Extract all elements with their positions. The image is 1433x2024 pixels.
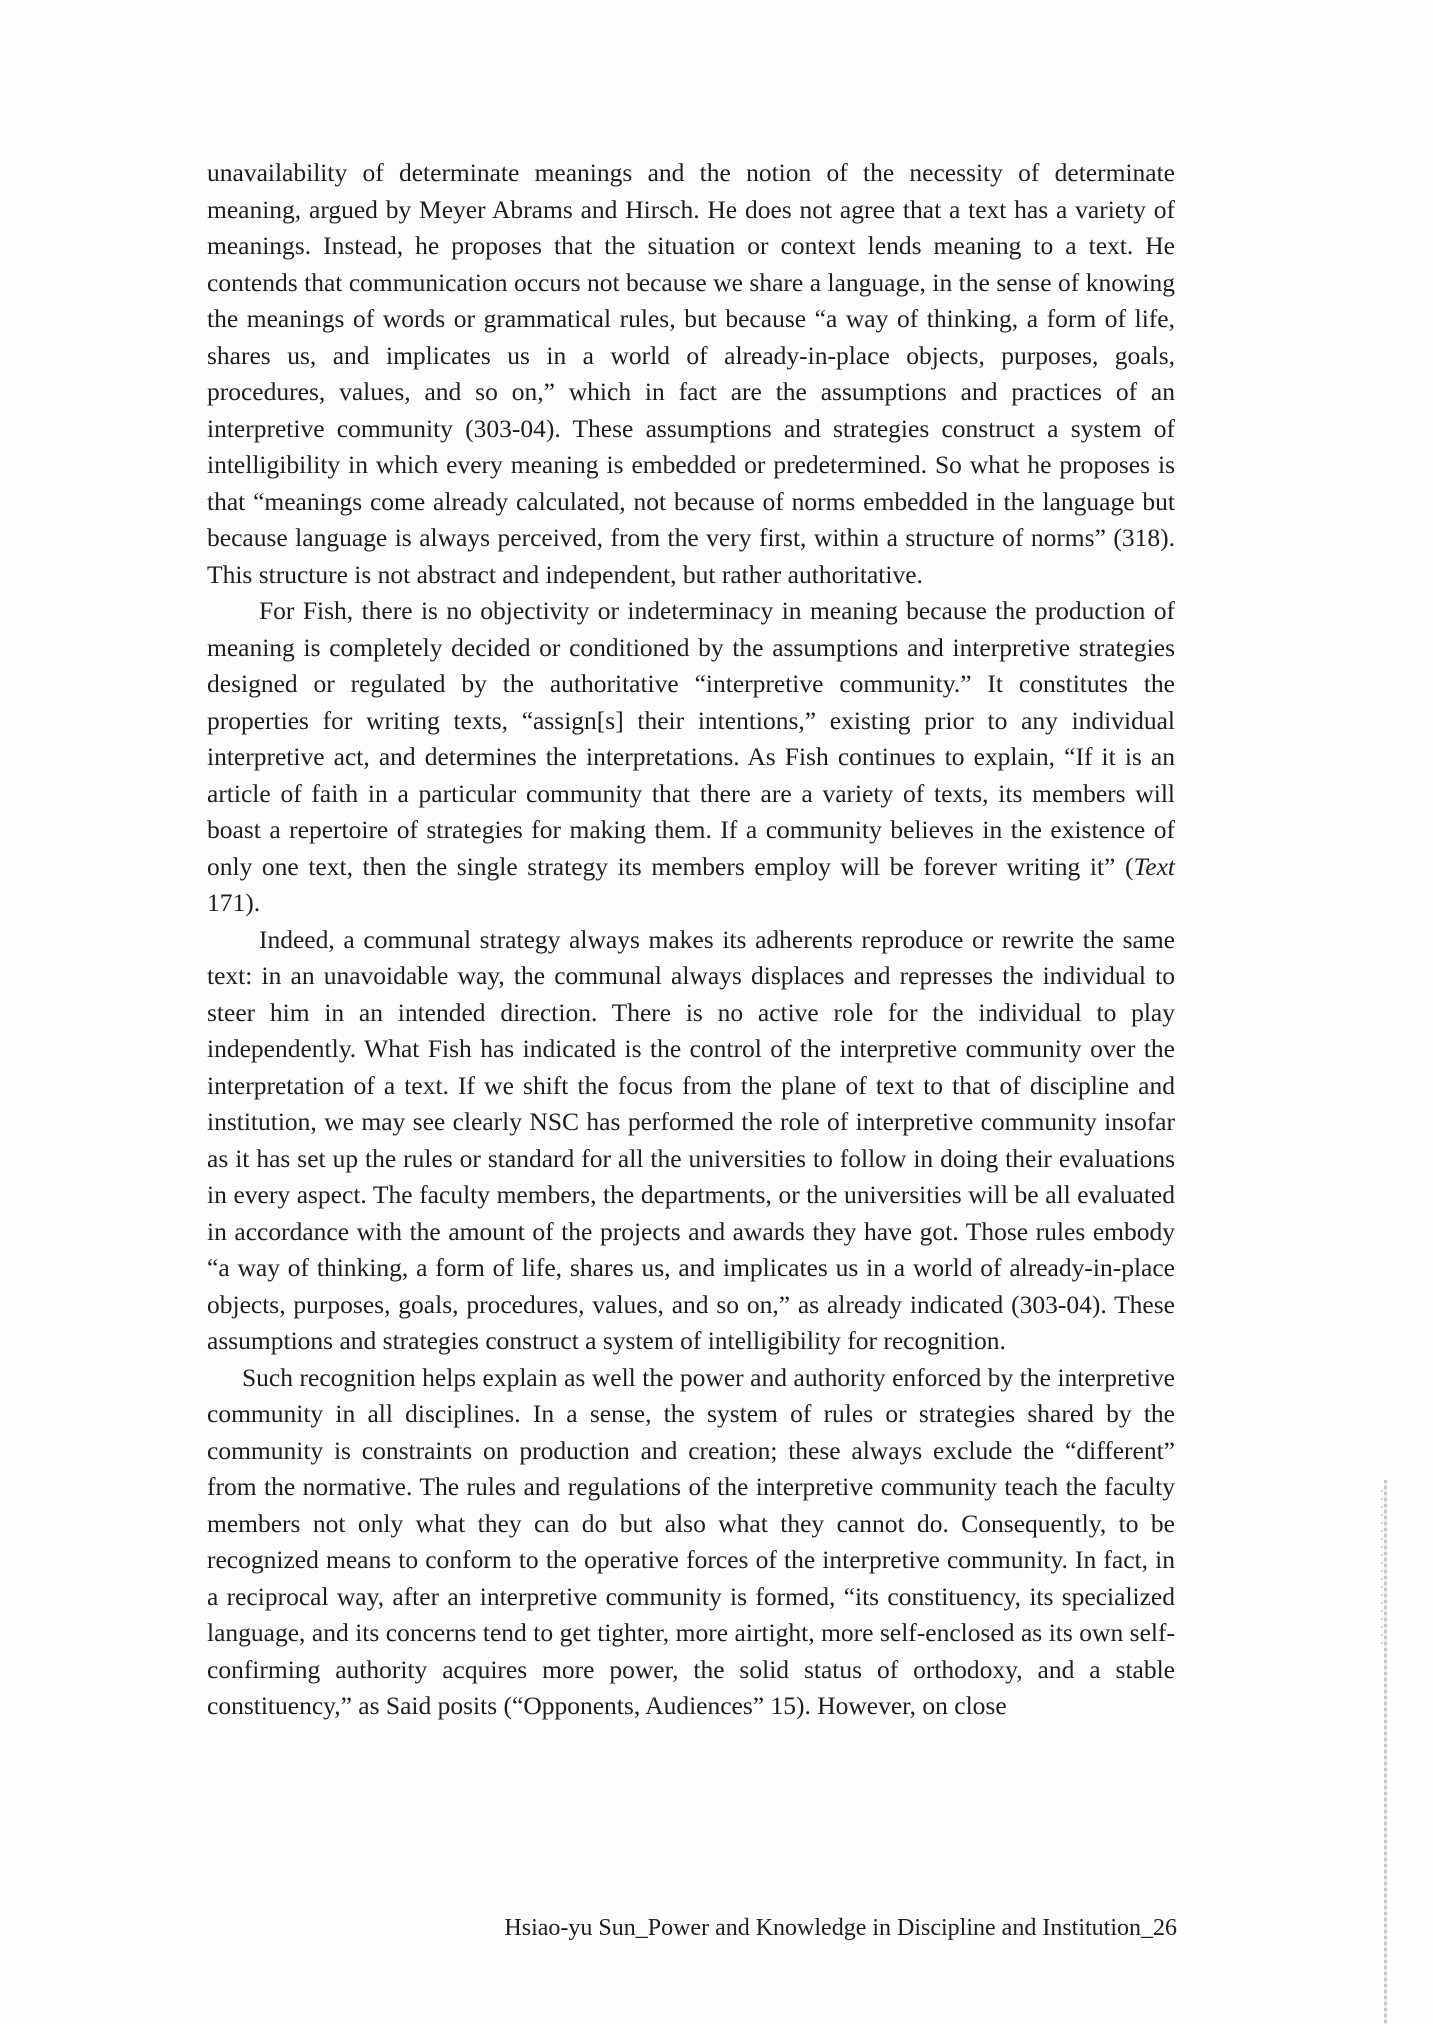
paragraph-1: unavailability of determinate meanings and the notion of the necessity of determinate meaning, argued by Meyer Abrams and Hirsch. He does not agree that a text has a variety of meanings. Instead, he proposes that the situation or context lends meaning to a text. He contends that communication occurs not because we share a language, in the sense of knowing the meanings of words or grammatical rules, but because “a way of thinking, a form of life, shares us, and implicates us in a world of already-in-place objects, purposes, goals, procedures, values, and so on,” which in fact are the assumptions and practices of an interpretive community (303-04). These assumptions and strategies construct a system of intelligibility in which every meaning is embedded or predetermined. So what he proposes is that “meanings come already calculated, not because of norms embedded in the language but because language is always perceived, from the very first, within a structure of norms” (318). This structure is not abstract and independent, but rather authoritative. [207, 158, 1175, 589]
body-text [207, 155, 1175, 1725]
paragraph-2 [207, 593, 1175, 922]
citation-title-italic: Text [1133, 851, 1175, 881]
running-footer: Hsiao-yu Sun_Power and Knowledge in Discipline and Institution_26 [504, 1915, 1177, 1941]
scan-edge-artifact [1384, 1480, 1387, 2024]
paragraph-3: Indeed, a communal strategy always makes its adherents reproduce or rewrite the same text: in an unavoidable way, the communal always displaces and represses the individual to steer him in an intended direction. There is no active role for the individual to play independently. What Fish has indicated is the control of the interpretive community over the interpretation of a text. If we shift the focus from the plane of text to that of discipline and institution, we may see clearly NSC has performed the role of interpretive community insofar as it has set up the rules or standard for all the universities to follow in doing their evaluations in every aspect. The faculty members, the departments, or the universities will be all evaluated in accordance with the amount of the projects and awards they have got. Those rules embody “a way of thinking, a form of life, shares us, and implicates us in a world of already-in-place objects, purposes, goals, procedures, values, and so on,” as already indicated (303-04). These assumptions and strategies construct a system of intelligibility for recognition. [207, 924, 1175, 1355]
paragraph-4: Such recognition helps explain as well the power and authority enforced by the interpretive community in all disciplines. In a sense, the system of rules or strategies shared by the community is constraints on production and creation; these always exclude the “different” from the normative. The rules and regulations of the interpretive community teach the faculty members not only what they can do but also what they cannot do. Consequently, to be recognized means to conform to the operative forces of the interpretive community. In fact, in a reciprocal way, after an interpretive community is formed, “its constituency, its specialized language, and its concerns tend to get tighter, more airtight, more self-enclosed as its own self-confirming authority acquires more power, the solid status of orthodoxy, and a stable constituency,” as Said posits (“Opponents, Audiences” 15). However, on close [207, 1362, 1175, 1720]
paragraph-2-text: For Fish, there is no objectivity or indeterminacy in meaning because the production of meaning is completely decided or conditioned by the assumptions and interpretive strategies designed or regulated by the authoritative “interpretive community.” It constitutes the properties for writing texts, “assign[s] their intentions,” existing prior to any individual interpretive act, and determines the interpretations. As Fish continues to explain, “If it is an article of faith in a particular community that there are a variety of texts, its members will boast a repertoire of strategies for making them. If a community believes in the existence of only one text, then the single strategy its members employ will be forever writing it” ( [207, 596, 1175, 881]
citation-page: 171). [207, 888, 261, 917]
scan-artifact-dots [1381, 1490, 1383, 1650]
